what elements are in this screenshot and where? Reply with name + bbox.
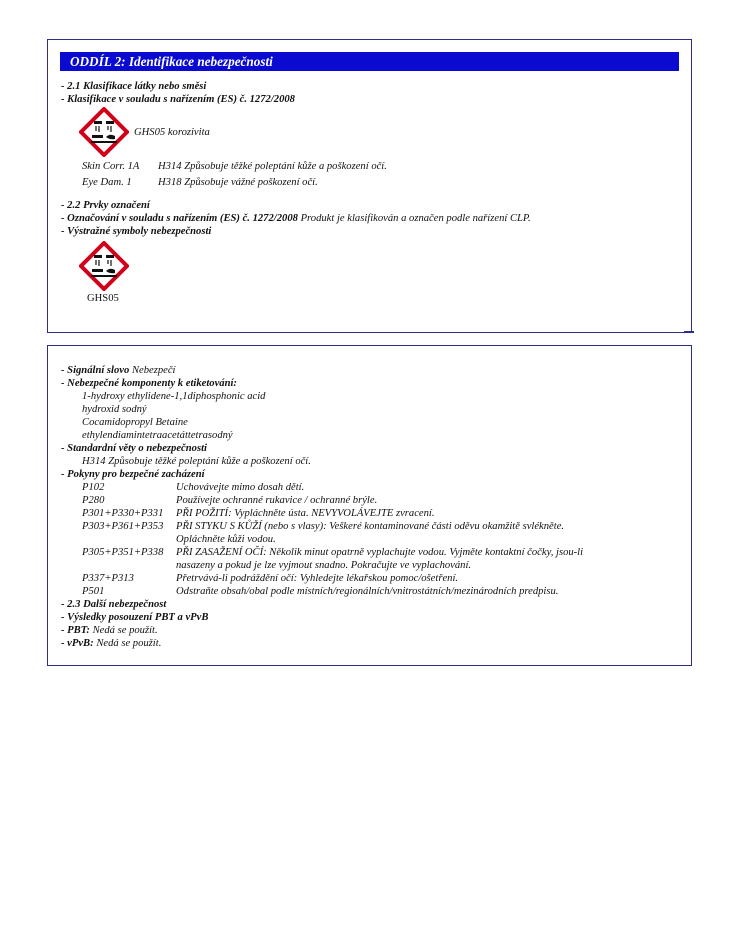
vpvb-line: - vPvB: Nedá se použít. [61, 638, 162, 649]
precaution-text: Odstraňte obsah/obal podle místních/regionálních/vnitrostátních/mezinárodních predpisu. [176, 586, 559, 597]
symbols-heading: - Výstražné symboly nebezpečnosti [61, 226, 212, 237]
precaution-text: PŘI STYKU S KŮŽÍ (nebo s vlasy): Veškeré kontaminované části oděvu okamžitě svlékněte. [176, 521, 565, 532]
subsection-2-3: - 2.3 Další nebezpečnost [61, 599, 167, 610]
pictogram-caption: GHS05 [87, 293, 119, 304]
box-corner-mark [684, 331, 694, 333]
section-header: ODDÍL 2: Identifikace nebezpečnosti [60, 52, 679, 71]
subsection-2-1: - 2.1 Klasifikace látky nebo směsi [61, 81, 207, 92]
precaution-text: Přetrvává-li podráždění očí: Vyhledejte lékařskou pomoc/ošetření. [176, 573, 459, 584]
corrosion-icon [79, 241, 129, 291]
ghs-class-label: GHS05 korozivita [134, 127, 210, 138]
signal-word-line: - Signální slovo Nebezpečí [61, 365, 176, 376]
precaution-code: P303+P361+P353 [82, 521, 164, 532]
skin-corr-category: Skin Corr. 1A [82, 161, 140, 172]
precaution-code: P301+P330+P331 [82, 508, 164, 519]
precaution-code: P501 [82, 586, 105, 597]
eye-dam-category: Eye Dam. 1 [82, 177, 132, 188]
component-item: Cocamidopropyl Betaine [82, 417, 188, 428]
hazard-statements-heading: - Standardní věty o nebezpečnosti [61, 443, 207, 454]
components-heading: - Nebezpečné komponenty k etiketování: [61, 378, 237, 389]
precaution-text: Uchovávejte mimo dosah dětí. [176, 482, 305, 493]
component-item: ethylendiamintetraacetáttetrasodný [82, 430, 233, 441]
precaution-code: P280 [82, 495, 105, 506]
precaution-text: PŘI POŽITÍ: Vypláchněte ústa. NEVYVOLÁVEJTE zvracení. [176, 508, 435, 519]
subsection-2-2: - 2.2 Prvky označení [61, 200, 150, 211]
pbt-results-heading: - Výsledky posouzení PBT a vPvB [61, 612, 209, 623]
precaution-text: PŘI ZASAŽENÍ OČÍ: Několik minut opatrně vyplachujte vodou. Vyjměte kontaktní čočky, jsou-li [176, 547, 584, 558]
component-item: hydroxid sodný [82, 404, 147, 415]
skin-corr-statement: H314 Způsobuje těžké poleptání kůže a poškození očí. [158, 161, 387, 172]
precaution-text-continued: Opláchněte kůži vodou. [176, 534, 276, 545]
precaution-code: P337+P313 [82, 573, 134, 584]
precaution-code: P102 [82, 482, 105, 493]
hazard-statement: H314 Způsobuje těžké poleptání kůže a poškození očí. [82, 456, 311, 467]
eye-dam-statement: H318 Způsobuje vážné poškození očí. [158, 177, 318, 188]
corrosion-icon [79, 107, 129, 157]
marking-line: - Označování v souladu s nařízením (ES) č. 1272/2008 Produkt je klasifikován a označen podle nařízení CLP. [61, 213, 531, 224]
component-item: 1-hydroxy ethylidene-1,1diphosphonic acid [82, 391, 266, 402]
precaution-text: Používejte ochranné rukavice / ochranné brýle. [176, 495, 378, 506]
precaution-code: P305+P351+P338 [82, 547, 164, 558]
precautions-heading: - Pokyny pro bezpečné zacházení [61, 469, 205, 480]
classification-heading: - Klasifikace v souladu s nařízením (ES) č. 1272/2008 [61, 94, 295, 105]
precaution-text-continued: nasazeny a pokud je lze vyjmout snadno. Pokračujte ve vyplachování. [176, 560, 472, 571]
pbt-line: - PBT: Nedá se použít. [61, 625, 158, 636]
